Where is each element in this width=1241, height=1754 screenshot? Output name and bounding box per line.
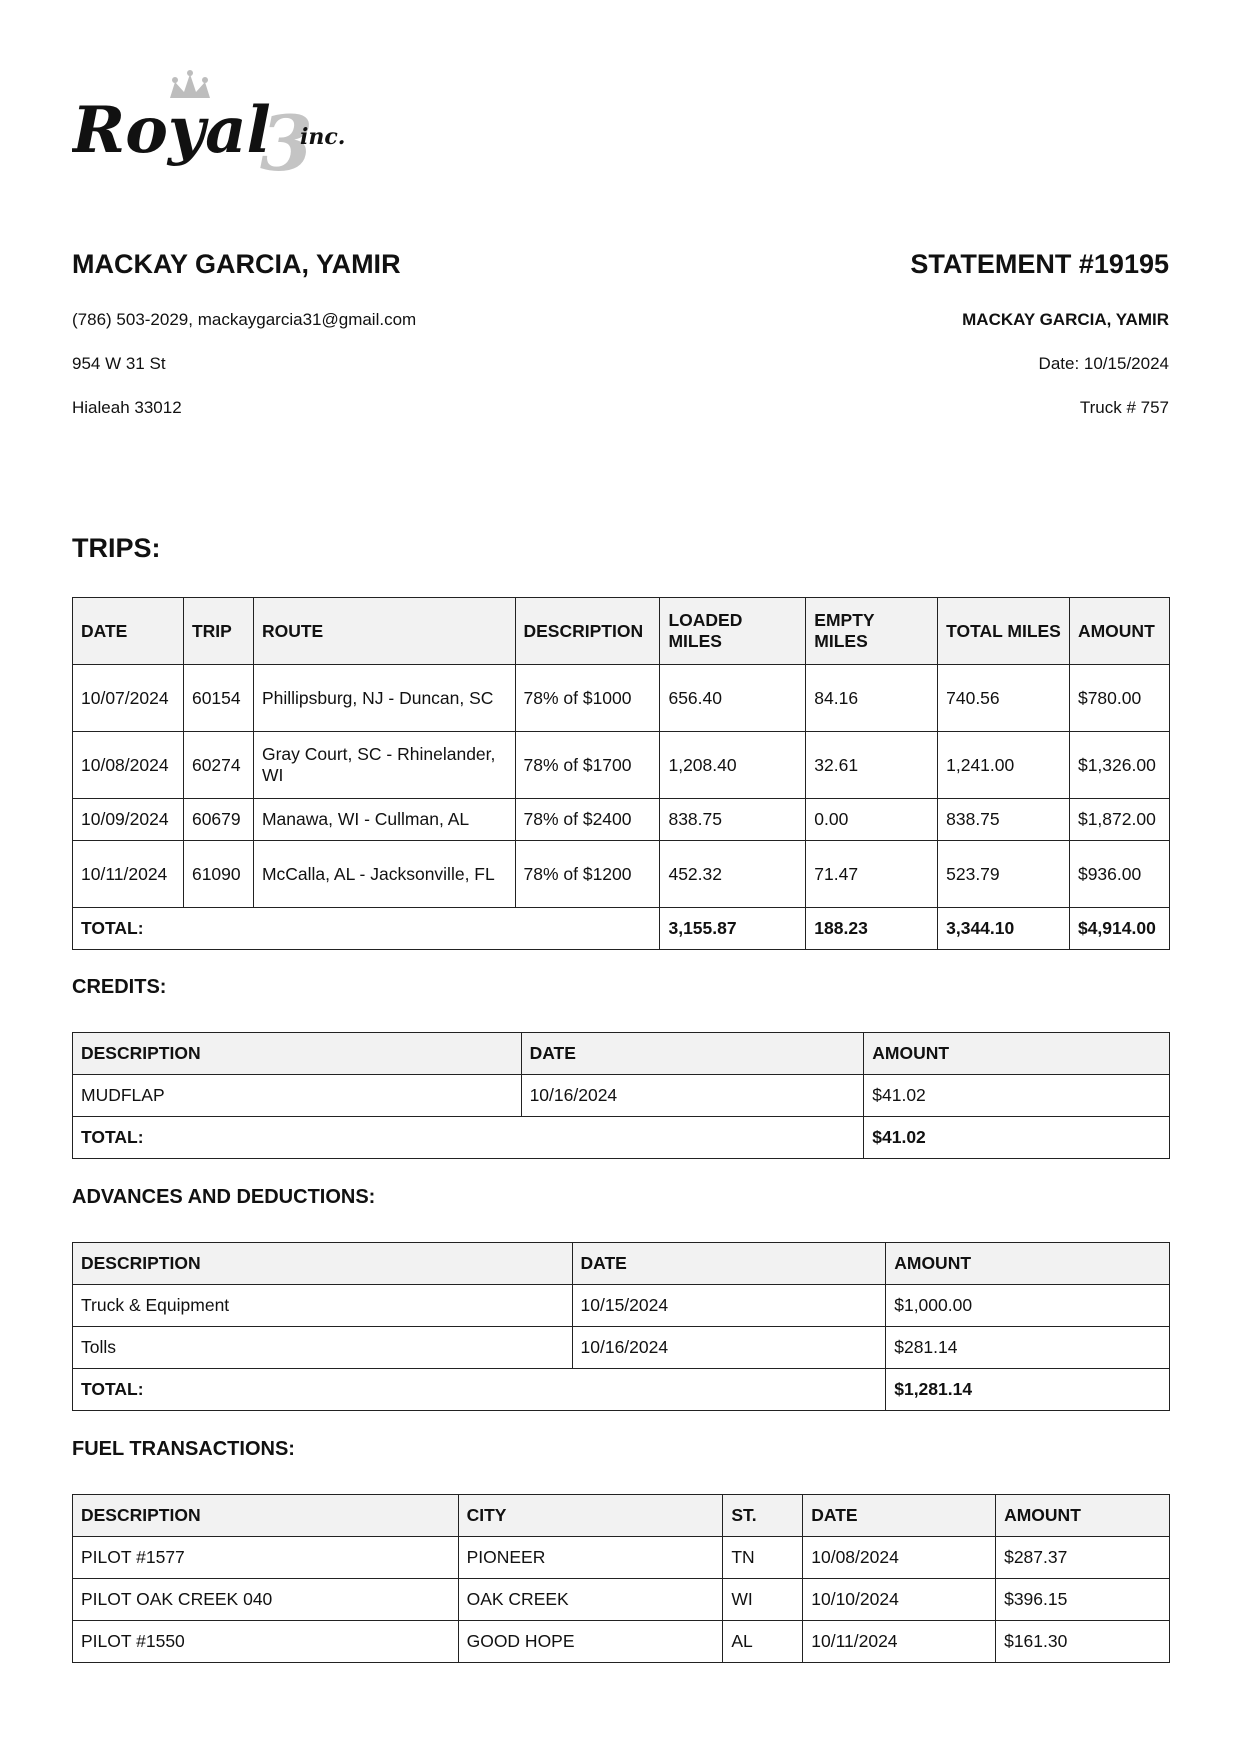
driver-address: 954 W 31 St	[72, 354, 166, 373]
cell-total-miles: 523.79	[938, 841, 1070, 908]
cell-date: 10/16/2024	[572, 1327, 886, 1369]
col-header: DATE	[572, 1243, 886, 1285]
cell-amount: $281.14	[886, 1327, 1170, 1369]
cell-date: 10/09/2024	[73, 799, 184, 841]
cell-description: PILOT #1577	[73, 1537, 459, 1579]
statement-date: Date: 10/15/2024	[1038, 354, 1169, 373]
col-header: AMOUNT	[886, 1243, 1170, 1285]
cell-description: 78% of $1000	[515, 665, 660, 732]
cell-description: PILOT OAK CREEK 040	[73, 1579, 459, 1621]
cell-trip: 60154	[183, 665, 253, 732]
cell-description: Tolls	[73, 1327, 573, 1369]
cell-date: 10/07/2024	[73, 665, 184, 732]
cell-loaded: 838.75	[660, 799, 806, 841]
total-amount: $41.02	[864, 1117, 1170, 1159]
col-header: DESCRIPTION	[73, 1033, 522, 1075]
cell-amount: $41.02	[864, 1075, 1170, 1117]
table-row	[73, 1579, 1170, 1621]
cell-empty: 32.61	[806, 732, 938, 799]
cell-amount: $936.00	[1069, 841, 1169, 908]
cell-state: TN	[723, 1537, 803, 1579]
col-header: ROUTE	[253, 598, 515, 665]
statement-truck: Truck # 757	[1079, 398, 1169, 417]
driver-city: Hialeah 33012	[72, 398, 182, 417]
cell-trip: 61090	[183, 841, 253, 908]
table-row	[73, 665, 1170, 732]
cell-empty: 71.47	[806, 841, 938, 908]
cell-description: 78% of $1200	[515, 841, 660, 908]
logo-wordmark: Royal	[72, 93, 271, 168]
logo-numeral: 3	[260, 99, 313, 188]
table-row	[73, 799, 1170, 841]
col-header: DATE	[803, 1495, 996, 1537]
cell-date: 10/08/2024	[73, 732, 184, 799]
cell-total-miles: 740.56	[938, 665, 1070, 732]
col-header: DESCRIPTION	[515, 598, 660, 665]
cell-description: 78% of $2400	[515, 799, 660, 841]
col-header: DATE	[521, 1033, 864, 1075]
cell-description: 78% of $1700	[515, 732, 660, 799]
col-header: CITY	[458, 1495, 723, 1537]
cell-trip: 60679	[183, 799, 253, 841]
cell-loaded: 1,208.40	[660, 732, 806, 799]
cell-trip: 60274	[183, 732, 253, 799]
cell-date: 10/15/2024	[572, 1285, 886, 1327]
cell-city: GOOD HOPE	[458, 1621, 723, 1663]
cell-state: AL	[723, 1621, 803, 1663]
credits-header-row	[73, 1033, 1170, 1075]
cell-date: 10/16/2024	[521, 1075, 864, 1117]
table-row	[73, 1075, 1170, 1117]
table-row	[73, 1285, 1170, 1327]
cell-date: 10/08/2024	[803, 1537, 996, 1579]
driver-info	[72, 248, 417, 417]
col-header: AMOUNT	[864, 1033, 1170, 1075]
driver-name: MACKAY GARCIA, YAMIR	[72, 249, 401, 279]
logo-suffix: inc.	[300, 124, 346, 150]
statement-info	[910, 248, 1169, 417]
total-label: TOTAL:	[73, 1369, 886, 1411]
cell-amount: $396.15	[996, 1579, 1170, 1621]
total-amount: $1,281.14	[886, 1369, 1170, 1411]
cell-empty: 84.16	[806, 665, 938, 732]
cell-total-miles: 838.75	[938, 799, 1070, 841]
cell-description: PILOT #1550	[73, 1621, 459, 1663]
trips-title: TRIPS:	[72, 533, 161, 563]
col-header: DATE	[73, 598, 184, 665]
table-row	[73, 1327, 1170, 1369]
credits-total-row	[73, 1117, 1170, 1159]
table-row	[73, 732, 1170, 799]
cell-total-miles: 1,241.00	[938, 732, 1070, 799]
cell-amount: $1,872.00	[1069, 799, 1169, 841]
cell-loaded: 452.32	[660, 841, 806, 908]
table-row	[73, 1537, 1170, 1579]
cell-description: MUDFLAP	[73, 1075, 522, 1117]
total-label: TOTAL:	[73, 908, 660, 950]
cell-route: Phillipsburg, NJ - Duncan, SC	[253, 665, 515, 732]
fuel-title: FUEL TRANSACTIONS:	[72, 1438, 295, 1460]
col-header: DESCRIPTION	[73, 1243, 573, 1285]
cell-amount: $287.37	[996, 1537, 1170, 1579]
table-row	[73, 1621, 1170, 1663]
col-header: ST.	[723, 1495, 803, 1537]
statement-name: MACKAY GARCIA, YAMIR	[962, 310, 1169, 329]
driver-contact: (786) 503-2029, mackaygarcia31@gmail.com	[72, 310, 417, 329]
trips-total-row	[73, 908, 1170, 950]
deductions-total-row	[73, 1369, 1170, 1411]
cell-loaded: 656.40	[660, 665, 806, 732]
deductions-title: ADVANCES AND DEDUCTIONS:	[72, 1186, 376, 1208]
col-header: TOTAL MILES	[938, 598, 1070, 665]
col-header: AMOUNT	[1069, 598, 1169, 665]
trips-table	[72, 597, 1170, 950]
cell-route: McCalla, AL - Jacksonville, FL	[253, 841, 515, 908]
col-header: TRIP	[183, 598, 253, 665]
total-loaded: 3,155.87	[660, 908, 806, 950]
statement-title: STATEMENT #19195	[910, 249, 1169, 279]
total-empty: 188.23	[806, 908, 938, 950]
cell-description: Truck & Equipment	[73, 1285, 573, 1327]
credits-table	[72, 1032, 1170, 1159]
cell-date: 10/10/2024	[803, 1579, 996, 1621]
table-row	[73, 841, 1170, 908]
deductions-table	[72, 1242, 1170, 1411]
total-amount: $4,914.00	[1069, 908, 1169, 950]
cell-empty: 0.00	[806, 799, 938, 841]
cell-route: Gray Court, SC - Rhinelander, WI	[253, 732, 515, 799]
company-logo	[72, 70, 382, 190]
col-header: EMPTY MILES	[806, 598, 938, 665]
cell-date: 10/11/2024	[803, 1621, 996, 1663]
col-header: LOADED MILES	[660, 598, 806, 665]
col-header: AMOUNT	[996, 1495, 1170, 1537]
cell-route: Manawa, WI - Cullman, AL	[253, 799, 515, 841]
total-label: TOTAL:	[73, 1117, 864, 1159]
total-miles: 3,344.10	[938, 908, 1070, 950]
cell-amount: $1,000.00	[886, 1285, 1170, 1327]
cell-date: 10/11/2024	[73, 841, 184, 908]
cell-amount: $161.30	[996, 1621, 1170, 1663]
trips-header-row	[73, 598, 1170, 665]
cell-amount: $1,326.00	[1069, 732, 1169, 799]
cell-city: OAK CREEK	[458, 1579, 723, 1621]
fuel-header-row	[73, 1495, 1170, 1537]
deductions-header-row	[73, 1243, 1170, 1285]
col-header: DESCRIPTION	[73, 1495, 459, 1537]
credits-title: CREDITS:	[72, 976, 167, 998]
fuel-table	[72, 1494, 1170, 1663]
cell-amount: $780.00	[1069, 665, 1169, 732]
cell-city: PIONEER	[458, 1537, 723, 1579]
cell-state: WI	[723, 1579, 803, 1621]
